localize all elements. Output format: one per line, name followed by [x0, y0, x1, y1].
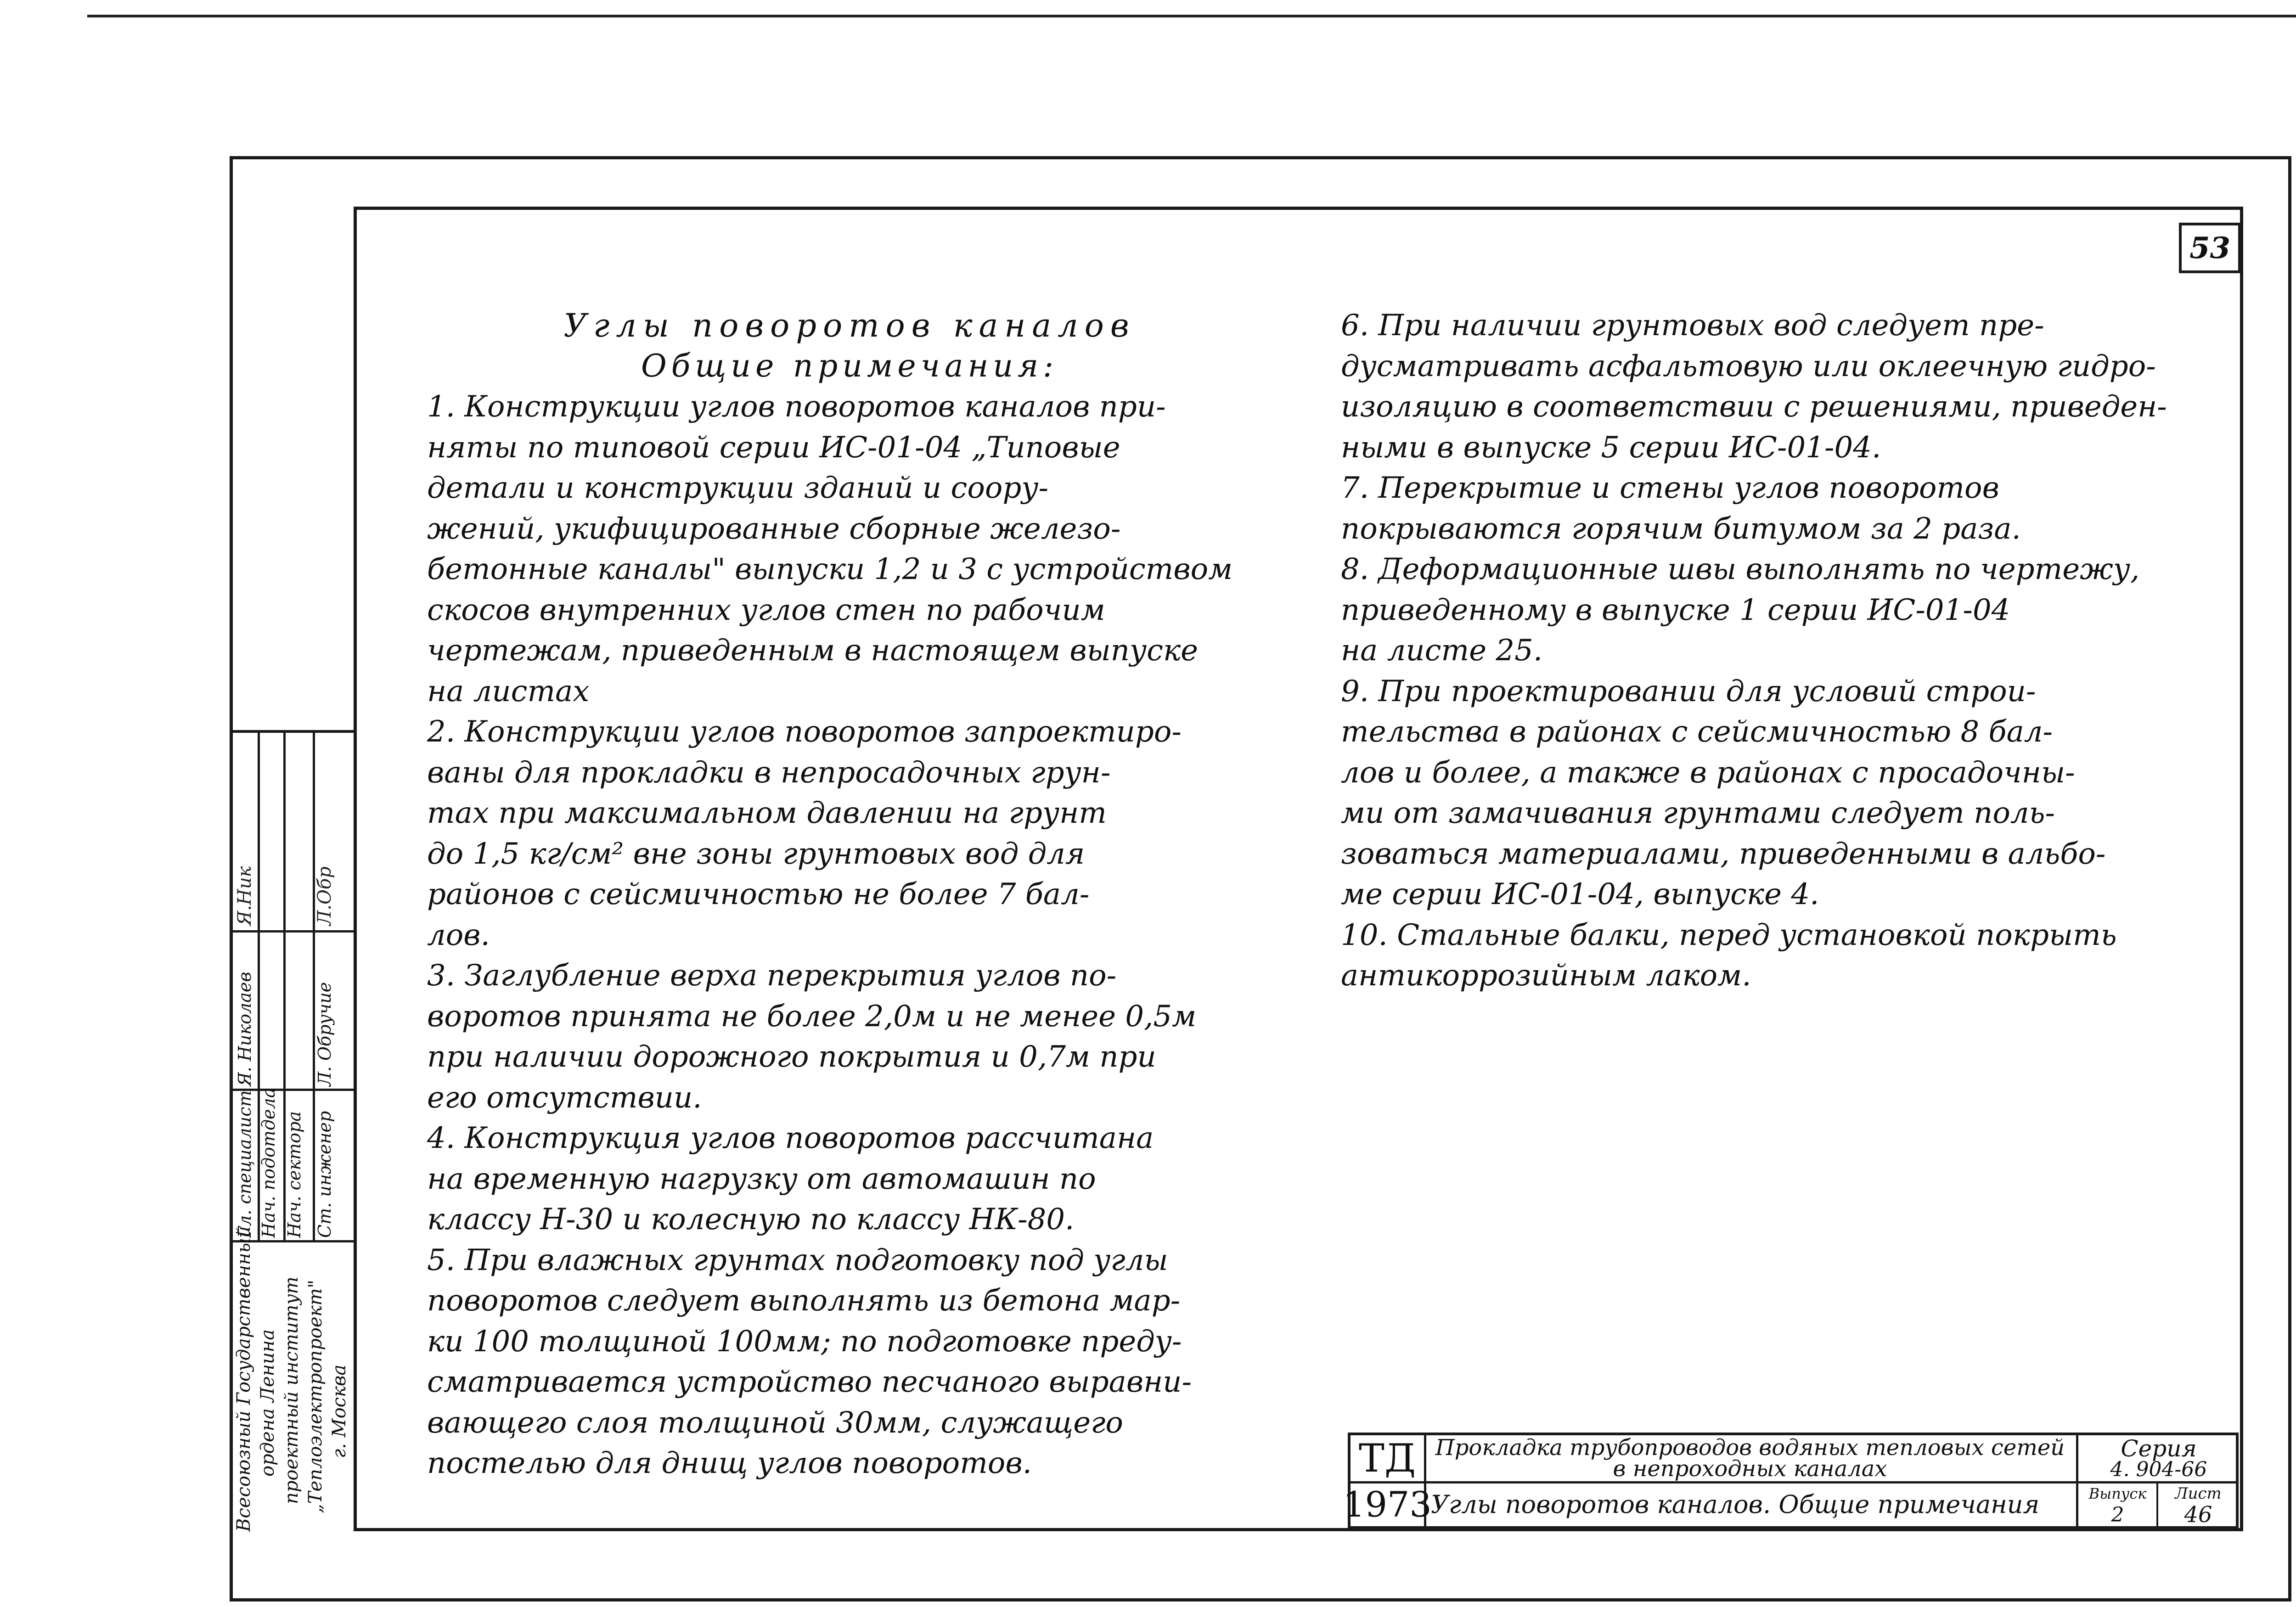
note-line: 10. Стальные балки, перед установкой покрыть: [1341, 918, 2117, 952]
note-line: няты по типовой серии ИС-01-04 „Типовые: [427, 430, 1120, 465]
tb-issue-label: Выпуск: [2088, 1485, 2147, 1502]
institute-line: ордена Ленина: [257, 1329, 278, 1477]
note-line: воротов принята не более 2,0м и не менее 0,5м: [427, 999, 1197, 1034]
stamp-name: Л. Обручие: [315, 982, 335, 1086]
note-line: дусматривать асфальтовую или оклеечную гидро-: [1341, 349, 2156, 383]
stamp-role: Гл. специалист: [235, 1090, 255, 1238]
tb-project-title: Прокладка трубопроводов водяных тепловых сетей в непроходных каналах: [1435, 1435, 2065, 1482]
note-line: 3. Заглубление верха перекрытия углов по-: [427, 959, 1117, 993]
tb-line: [2156, 1481, 2158, 1526]
sheet-number: 53: [2179, 223, 2241, 273]
note-line: лов.: [427, 918, 490, 952]
note-line: 1. Конструкции углов поворотов каналов при-: [427, 390, 1166, 424]
note-line: сматривается устройство песчаного выравни-: [427, 1365, 1192, 1399]
note-line: ваны для прокладки в непросадочных грун-: [427, 755, 1111, 790]
tb-code: ТД: [1358, 1436, 1416, 1481]
note-line: 5. При влажных грунтах подготовку под углы: [427, 1243, 1168, 1277]
title-block: [1343, 1433, 2239, 1529]
note-line: 7. Перекрытие и стены углов поворотов: [1341, 471, 1999, 505]
tb-line: [2076, 1435, 2078, 1526]
note-line: детали и конструкции зданий и соору-: [427, 471, 1049, 505]
tb-series-label: Серия: [2121, 1435, 2197, 1462]
institute-line: „Теплоэлектропроект": [305, 1280, 326, 1513]
note-line: тах при максимальном давлении на грунт: [427, 796, 1107, 830]
note-line: покрываются горячим битумом за 2 раза.: [1341, 511, 2021, 546]
note-line: постелью для днищ углов поворотов.: [427, 1446, 1032, 1480]
tb-sheet-title: Углы поворотов каналов. Общие примечания: [1431, 1489, 2040, 1519]
note-line: антикоррозийным лаком.: [1341, 959, 1751, 993]
note-line: приведенному в выпуске 1 серии ИС-01-04: [1341, 593, 2010, 627]
tb-sheet-label: Лист: [2175, 1484, 2222, 1503]
note-line: 6. При наличии грунтовых вод следует пре-: [1341, 309, 2044, 343]
institute-line: г. Москва: [329, 1364, 350, 1458]
note-line: при наличии дорожного покрытия и 0,7м при: [427, 1040, 1156, 1074]
note-line: 9. При проектировании для условий строи-: [1341, 674, 2036, 708]
stamp-role: Ст. инженер: [315, 1111, 335, 1238]
note-line: скосов внутренних углов стен по рабочим: [427, 593, 1105, 627]
note-line: на временную нагрузку от автомашин по: [427, 1162, 1096, 1196]
notes-right-list: [1341, 305, 2190, 996]
stamp-role: Нач. сектора: [284, 1111, 304, 1238]
tb-issue-value: 2: [2111, 1503, 2124, 1527]
note-line: жений, укифицированные сборные железо-: [427, 511, 1121, 546]
notes-right-column: [1341, 305, 2190, 996]
note-line: лов и более, а также в районах с просадочны-: [1341, 755, 2075, 790]
note-line: чертежам, приведенным в настоящем выпуске: [427, 634, 1199, 668]
tb-year: 1973: [1343, 1483, 1432, 1525]
note-line: ки 100 толщиной 100мм; по подготовке преду-: [427, 1324, 1182, 1359]
note-line: ными в выпуске 5 серии ИС-01-04.: [1341, 430, 1881, 465]
note-line: классу Н-30 и колесную по классу НК-80.: [427, 1202, 1075, 1236]
note-line: на листах: [427, 674, 590, 708]
tb-sheet-value: 46: [2184, 1502, 2212, 1528]
note-line: его отсутствии.: [427, 1080, 702, 1115]
institute-line: проектный институт: [281, 1276, 302, 1504]
stamp-role: Нач. подотдела: [259, 1087, 279, 1238]
stamp-signature: Я.Ник: [234, 866, 255, 926]
stamp-row-line: [232, 930, 354, 933]
note-line: ми от замачивания грунтами следует поль-: [1341, 796, 2055, 830]
note-line: 2. Конструкции углов поворотов запроектиро-: [427, 715, 1182, 749]
note-line: 4. Конструкция углов поворотов рассчитана: [427, 1121, 1154, 1155]
stamp-institute: [232, 1226, 351, 1532]
tb-series-value: 4. 904-66: [2110, 1457, 2207, 1481]
note-line: поворотов следует выполнять из бетона мар-: [427, 1284, 1181, 1318]
scan-top-edge: [87, 15, 2296, 17]
note-line: вающего слоя толщиной 30мм, служащего: [427, 1405, 1123, 1440]
page-subtitle: Общие примечания:: [641, 348, 1058, 384]
note-line: районов с сейсмичностью не более 7 бал-: [427, 877, 1090, 911]
page-title: Углы поворотов каналов: [563, 307, 1136, 344]
note-line: ме серии ИС-01-04, выпуске 4.: [1341, 877, 1819, 911]
note-line: зоваться материалами, приведенными в альбо-: [1341, 837, 2106, 871]
side-stamp: [232, 730, 354, 1534]
note-line: до 1,5 кг/см² вне зоны грунтовых вод для: [427, 837, 1085, 871]
notes-left-column: [427, 305, 1272, 1484]
notes-left-list: [427, 387, 1272, 1484]
note-line: бетонные каналы" выпуски 1,2 и 3 с устройством: [427, 552, 1233, 586]
institute-line: Всесоюзный Государственный: [233, 1226, 254, 1532]
note-line: изоляцию в соответствии с решениями, приведен-: [1341, 390, 2167, 424]
note-line: 8. Деформационные швы выполнять по чертежу,: [1341, 552, 2140, 586]
note-line: тельства в районах с сейсмичностью 8 бал-: [1341, 715, 2053, 749]
note-line: на листе 25.: [1341, 634, 1543, 668]
stamp-name: Я. Николаев: [235, 972, 255, 1086]
stamp-signature: Л.Обр: [314, 866, 335, 926]
